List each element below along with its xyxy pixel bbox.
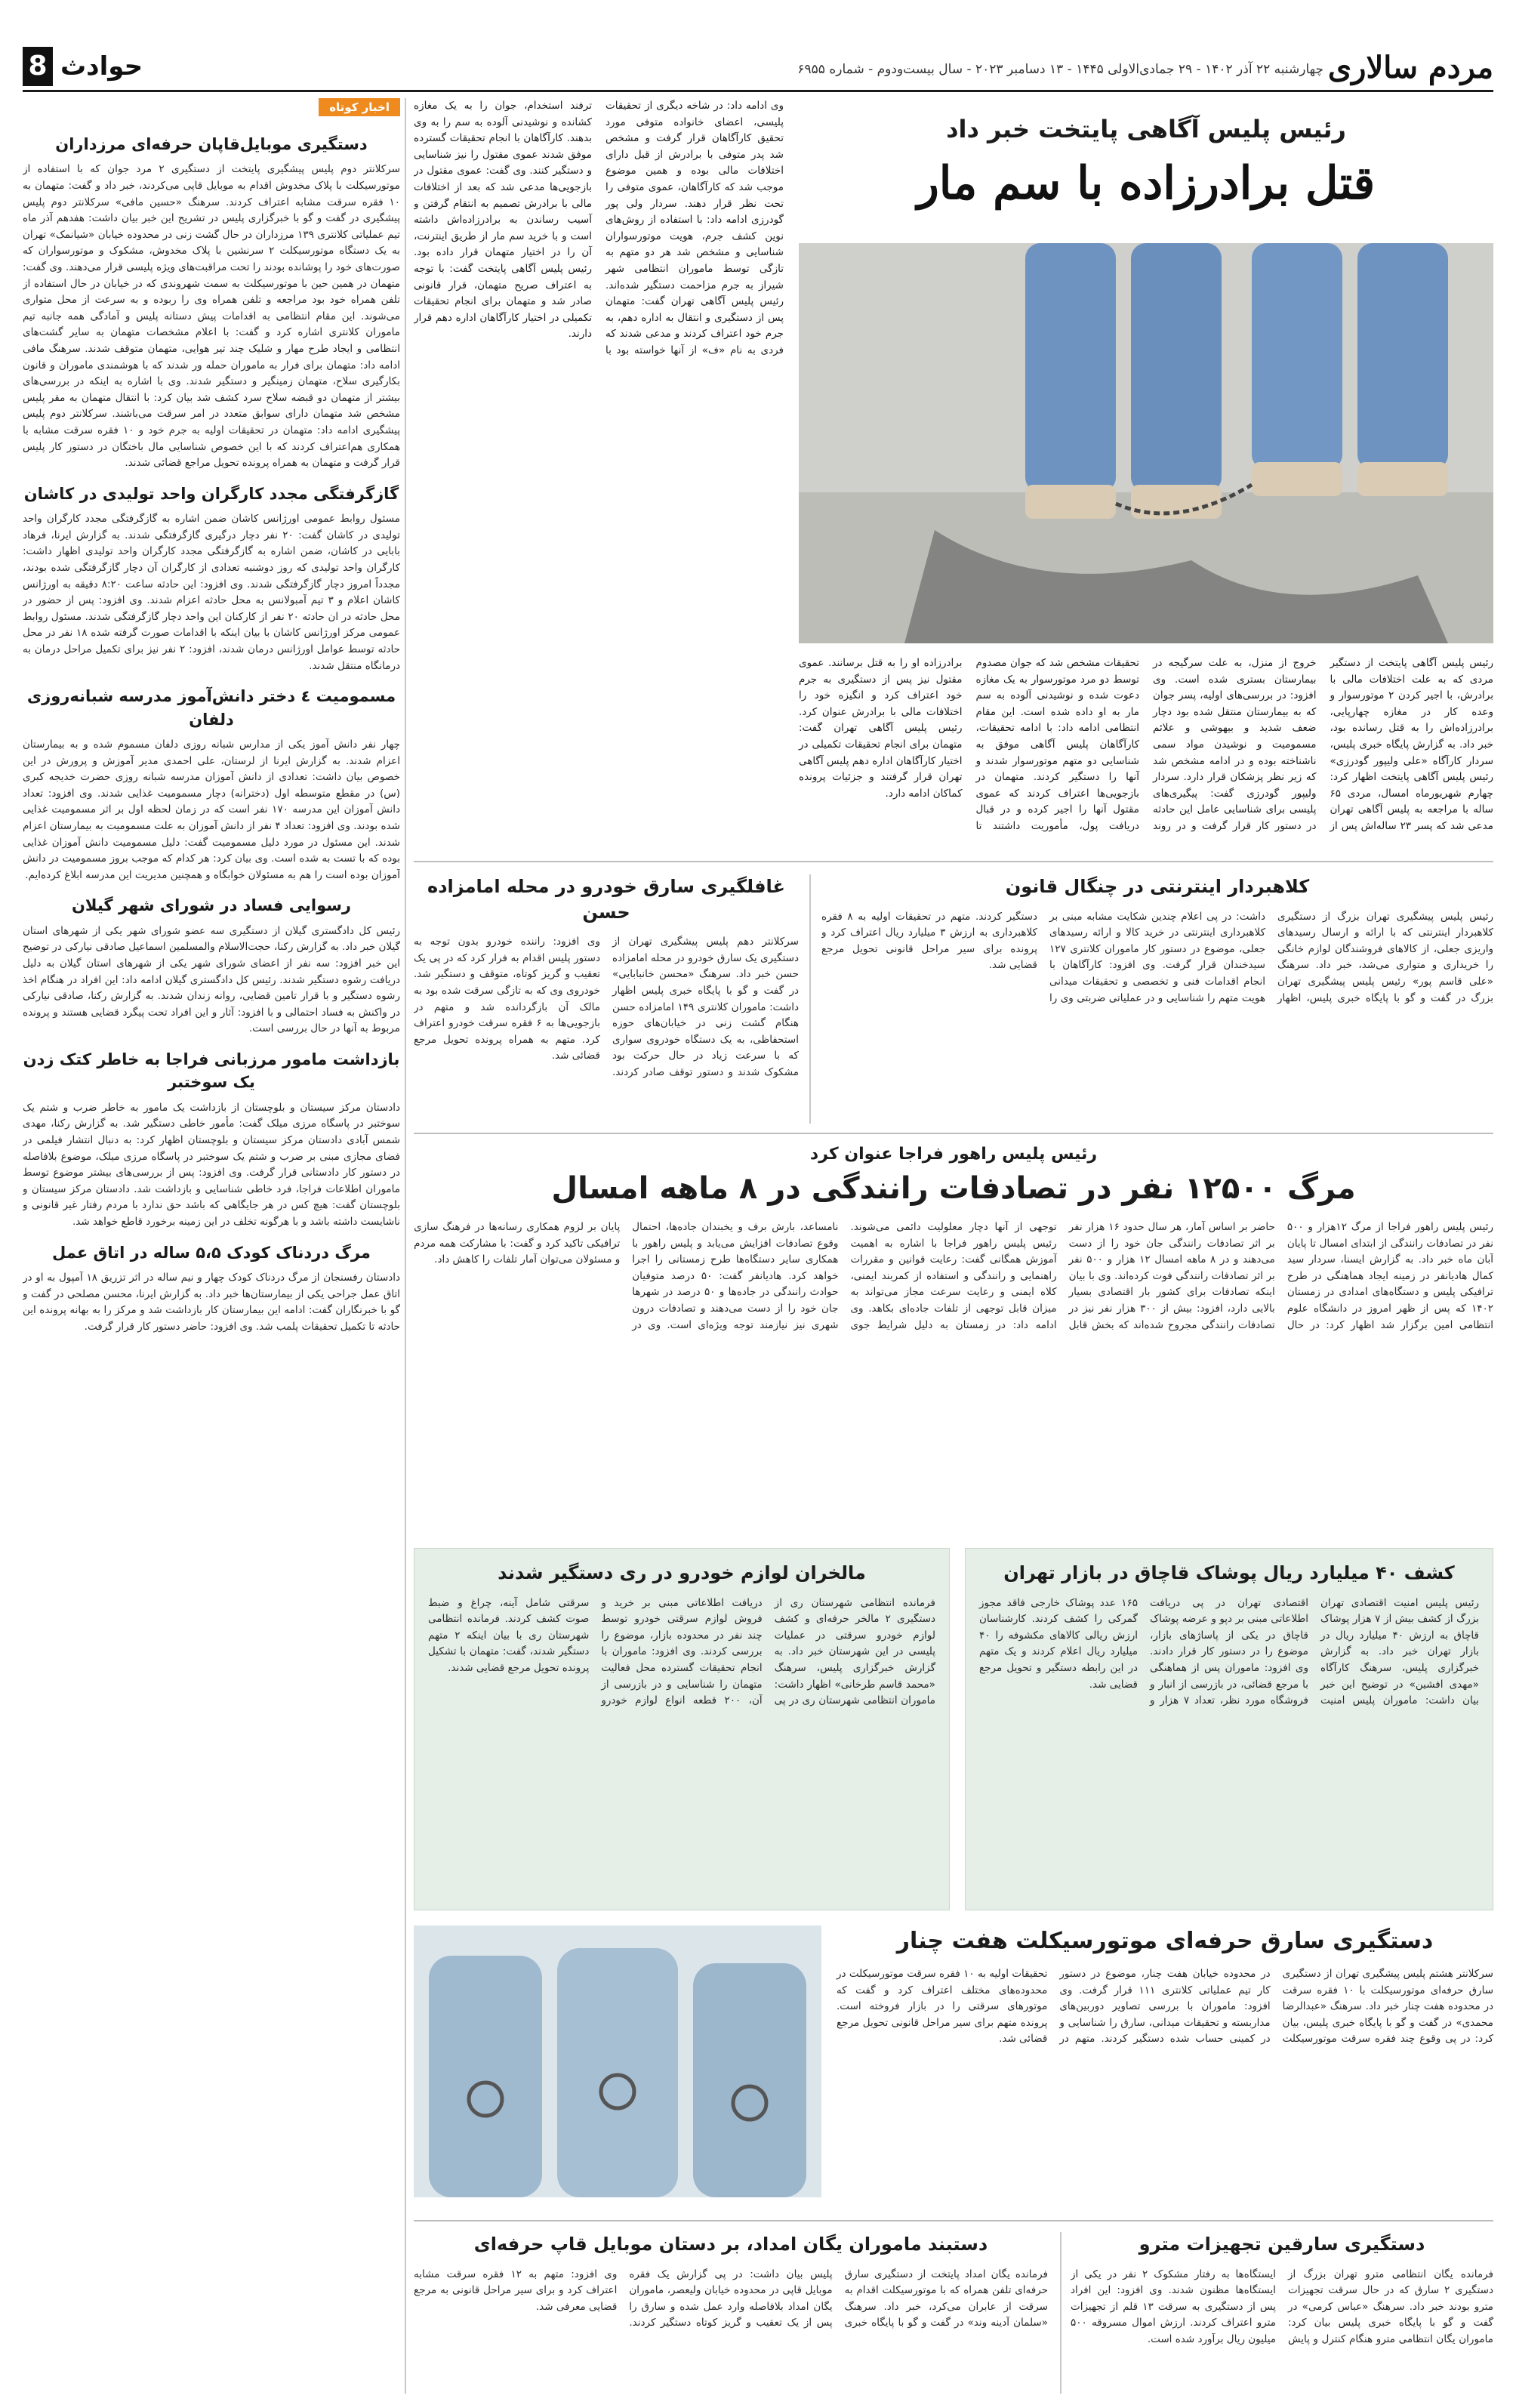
brief-body: سرکلانتر دوم پلیس پیشگیری پایتخت از دستگیری ۲ مرد جوان که با استفاده از موتورسیکلت با پلاک مخدوش اقدام به موبایل قاپی می‌کردند، خبر داد و گفت: متهمان به ۱۰ فقره سرقت مشابه اعتراف کردند. سرهنگ «حسین مافی» سرکلانتر دوم پلیس پیشگیری در گفت و گو با خبرگزاری پلیس در تشریح این خبر بیان داشت: هفدهم آذر ماه تیم عملیاتی کلانتری ۱۳۹ مرزداران در حال گشت زنی در محدوده خیابان «شیانمک» تهران به یک دستگاه موتورسیکلت ۲ سرنشین با پلاک مخدوش، مشکوک و موتورسواران که صورت‌های خود را پوشانده بودند را تحت مراقبت‌های ویژه پلیسی قرار می‌دهند. وی گفت: متهمان در همین حین با موتورسیکلت به سمت شهروندی که در خیابان در حال استفاده از تلفن همراه خود بود مراجعه و تلفن همراه وی را ربوده و به سرعت از محل متواری می‌شوند. این مقام انتظامی به اقدامات پیش دستانه پلیس و آمادگی همه جانبه تیم ماموران کلانتری اشاره کرد و گفت: با اعلام مشخصات متهمان به سایر گشت‌های انتظامی و ایجاد طرح مهار و شلیک چند تیر هوایی، متهمان متوقف شدند. سرهنگ مافی ادامه داد: متهمان برای فرار به ماموران حمله ور شدند که با هوشمندی ماموران و قانون بکارگیری سلاح، متهمان زمینگیر و دستگیر شدند. وی با اشاره به اینکه در بررسی‌های بیشتر از متهمان دو قبضه سلاح سرد کشف شد بیان کرد: با انتقال متهمان به مقر پلیس مشخص شد متهمان دارای سوابق متعدد در امر سرقت می‌باشند. سرکلانتر دوم پلیس پیشگیری ادامه داد: متهمان در تحقیقات اولیه به جرم خود و ۱۰ فقره سرقت مشابه با همکاری هم‌اعتراف کردند که با این خصوص شناسایی مال باختگان در دستور کار پلیس قرار گرفت و متهمان به همراه پرونده تحویل مراجع قضائی شدند.	[23, 163, 400, 470]
section-divider	[414, 861, 1493, 862]
brief-body: دادستان رفسنجان از مرگ دردناک کودک چهار و نیم ساله در اثر تزریق ۱۸ آمپول به او در اتاق عمل جراحی یکی از بیمارستان‌ها خبر داد. به گزارش ایرنا، محسن مصلحی در گفت و گو با خبرنگاران گفت: ادامه این بیمارستان کار بازداشت شد و مرکز را به بهانه پرونده این حادثه تا تکمیل تحقیقات پلمب شد. وی افزود: حاضر دستور کار قرار گرفت.	[23, 1271, 400, 1333]
news-briefs-sidebar	[23, 98, 400, 2394]
sidebar-tag: اخبار کوتاه	[319, 98, 400, 116]
brief-body: چهار نفر دانش آموز یکی از مدارس شبانه روزی دلفان مسموم شده و به بیمارستان اعزام شدند. به گزارش ایرنا از لرستان، علی احمدی مدیر آموزش و پرورش در این خصوص بیان داشت: تعدادی از دانش آموزان مدرسه شبانه روزی حضرت خدیجه کبری (س) در مقطع متوسطه اول (دخترانه) دچار مسمومیت غذایی شدند. وی افزود: تعداد دانش آموزان این مدرسه ۱۷۰ نفر است که در زمان لحظه اول بر اثر مسمومیت غذایی شده بودند. وی افزود: تعداد ۴ نفر از دانش آموزان به علت مسمومیت به بیمارستان اعزام شدند. این مسئول در مورد دلیل مسمومیت گفت: دلیل مسمومیت دانش آموزان غذایی بوده که با تست به شده است. وی بیان کرد: هر کدام که موجب بروز مسمومیت در دانش آموزان بوده است را هم به مسئولان خوابگاه و همچنین مدیریت این مدرسه ابلاغ کرده‌ایم.	[23, 738, 400, 881]
brief-title: رسوایی فساد در شورای شهر گیلان	[71, 896, 352, 915]
story-metro-thieves	[1071, 2232, 1493, 2394]
story-phone-snatcher	[414, 2232, 1048, 2394]
story-headline: دستبند ماموران یگان امداد، بر دستان موبایل قاپ حرفه‌ای	[473, 2234, 988, 2255]
story-headline: مرگ ۱۲۵۰۰ نفر در تصادفات رانندگی در ۸ ماهه امسال	[551, 1171, 1356, 1206]
story-body: سرکلانتر هشتم پلیس پیشگیری تهران از دستگیری سارق حرفه‌ای موتورسیکلت با ۱۰ فقره سرقت در محدوده هفت چنار خبر داد. سرهنگ «عبدالرضا محمدی» در گفت و گو با پایگاه خبری پلیس، بیان کرد: در پی وقوع چند فقره سرقت موتورسیکلت در محدوده خیابان هفت چنار، موضوع در دستور کار تیم عملیاتی کلانتری ۱۱۱ قرار گرفت. وی افزود: ماموران با بررسی تصاویر دوربین‌های مداربسته و تحقیقات میدانی، سارق را شناسایی و در کمینی حساب شده دستگیر کردند. متهم در تحقیقات اولیه به ۱۰ فقره سرقت موتورسیکلت در محدوده‌های مختلف اعتراف کرد و گفت که موتورهای سرقتی را در بازار فروخته است. پرونده متهم برای سیر مراحل قانونی تحویل مرجع قضائی شد.	[837, 1968, 1493, 2046]
brief-body: دادستان مرکز سیستان و بلوچستان از بازداشت یک مامور به خاطر ضرب و شتم یک سوختبر در پاسگاه مرزی میلک گفت: مأمور خاطی دستگیر شد. به گزارش رکنا، مهدی شمس آبادی دادستان مرکز سیستان و بلوچستان اظهار کرد: به دنبال انتشار فیلمی در فضای مجازی مبنی بر ضرب و شتم یک سوختبر در پاسگاه مرزی میلک، موضوع بلافاصله در دستور کار دادستانی قرار گرفت. وی افزود: پس از بررسی‌های بیشتر موضوع توسط ماموران اطلاعات فراجا، فرد خاطی شناسایی و بازداشت شد. دادستان مرکز سیستان و بلوچستان گفت: هیچ کس در هر جایگاهی که باشد حق ندارد با مردم رفتار غیر قانونی و ناشایست داشته باشد و با هرگونه تخلف در این زمینه برخورد قاطع خواهد شد.	[23, 1101, 400, 1228]
page-number: 8	[23, 47, 53, 86]
lead-headline: قتل برادرزاده با سم مار	[917, 157, 1376, 210]
sidebar-divider	[405, 98, 406, 2394]
story-body: رئیس پلیس امنیت اقتصادی تهران بزرگ از کشف بیش از ۷ هزار پوشاک قاچاق به ارزش ۴۰ میلیارد ریال در بازار تهران خبر داد. به گزارش خبرگزاری پلیس، سرهنگ کارآگاه «مهدی افشین» در توضیح این خبر بیان داشت: ماموران پلیس امنیت اقتصادی تهران در پی دریافت اطلاعاتی مبنی بر دپو و عرضه پوشاک قاچاق در یکی از پاساژهای بازار، موضوع را در دستور کار قرار دادند. وی افزود: ماموران پس از هماهنگی با مرجع قضائی، در بازرسی از انبار و فروشگاه مورد نظر، تعداد ۷ هزار و ۱۶۵ عدد پوشاک خارجی فاقد مجوز گمرکی را کشف کردند. کارشناسان ارزش ریالی کالاهای مکشوفه را ۴۰ میلیارد ریال اعلام کردند و یک متهم در این رابطه دستگیر و تحویل مرجع قضایی شد.	[979, 1596, 1479, 1707]
story-headline: مالخران لوازم خودرو در ری دستگیر شدند	[498, 1562, 866, 1583]
story-body: رئیس پلیس راهور فراجا از مرگ ۱۲هزار و ۵۰۰ نفر در تصادفات رانندگی از ابتدای امسال تا پایان آبان ماه خبر داد. به گزارش ایسنا، سردار سید کمال هادیانفر در زمینه ایجاد هماهنگی در طرح ترافیکی پلیس و دستگاه‌های امدادی در زمستان ۱۴۰۲ که پس از ظهر امروز در دانشگاه علوم انتظامی امین برگزار شد اظهار کرد: در حال حاضر بر اساس آمار، هر سال حدود ۱۶ هزار نفر بر اثر تصادفات رانندگی جان خود را از دست می‌دهند و در ۸ ماهه امسال ۱۲ هزار و ۵۰۰ نفر بر اثر تصادفات رانندگی فوت کرده‌اند. وی با بیان اینکه تصادفات برای کشور بار اقتصادی بسیار بالایی دارد، افزود: بیش از ۳۰۰ هزار نفر نیز در تصادفات رانندگی مجروح شده‌اند که بخش قابل توجهی از آنها دچار معلولیت دائمی می‌شوند. رئیس پلیس راهور فراجا با اشاره به اهمیت آموزش همگانی گفت: رعایت قوانین و مقررات راهنمایی و رانندگی و استفاده از کمربند ایمنی، کلاه ایمنی و رعایت سرعت مجاز می‌تواند به میزان قابل توجهی از تلفات جاده‌ای بکاهد. وی ادامه داد: در زمستان به دلیل شرایط جوی نامساعد، بارش برف و یخبندان جاده‌ها، احتمال وقوع تصادفات افزایش می‌یابد و پلیس راهور با همکاری سایر دستگاه‌ها طرح زمستانی را اجرا خواهد کرد. هادیانفر گفت: ۵۰ درصد متوفیان حوادث رانندگی در جاده‌ها و ۵۰ درصد در شهرها جان خود را از دست می‌دهند و تصادفات درون شهری نیز نیازمند توجه ویژه‌ای است. وی در پایان بر لزوم همکاری رسانه‌ها در فرهنگ سازی ترافیکی تاکید کرد و گفت: با مشارکت همه مردم و مسئولان می‌توان آمار تلفات را کاهش داد.	[414, 1221, 1493, 1331]
story-kicker: رئیس پلیس راهور فراجا عنوان کرد	[809, 1145, 1098, 1164]
story-headline: کلاهبردار اینترنتی در چنگال قانون	[1005, 876, 1310, 897]
lead-continuation: وی ادامه داد: در شاخه دیگری از تحقیقات پلیسی، اعضای خانواده متوفی مورد تحقیق کارآگاهان قرار گرفت و مشخص شد پدر متوفی با برادرش از قبل دارای اختلافات مالی بوده و همین موضوع موجب شد که کارآگاهان، عموی متوفی را تحت نظر قرار دهند. سردار ولی پور گودرزی ادامه داد: با استفاده از روش‌های نوین کشف جرم، هویت موتورسواران شناسایی و مشخص شد هر دو متهم به تازگی توسط ماموران انتظامی شهر شیراز به جرم مزاحمت دستگیر شده‌اند. رئیس پلیس آگاهی تهران گفت: متهمان پس از دستگیری و انتقال به اداره دهم، به جرم خود اعتراف کردند و مدعی شدند که فردی به نام «ف» از آنها خواسته بود با ترفند استخدام، جوان را به یک مغازه کشانده و نوشیدنی آلوده به سم را به وی بدهند. کارآگاهان با انجام تحقیقات گسترده موفق شدند عموی مقتول را نیز شناسایی و دستگیر کنند. وی گفت: عموی مقتول در بازجویی‌ها مدعی شد که بعد از اختلافات مالی با برادرش تصمیم به انتقام گرفتن و آسیب رساندن به برادرزاده‌اش داشته است و با خرید سم مار از طریق اینترنت، آن را در اختیار متهمان قرار داده بود. رئیس پلیس آگاهی پایتخت گفت: با توجه به اعتراف صریح متهمان، قرار قانونی صادر شد و متهمان برای انجام تحقیقات تکمیلی در اختیار کارآگاهان اداره دهم قرار دارند.	[414, 100, 784, 356]
section-label: حوادث	[60, 51, 143, 82]
brief-body: مسئول روابط عمومی اورژانس کاشان ضمن اشاره به گازگرفتگی مجدد کارگران واحد تولیدی در کاشان گفت: ۲۰ نفر دچار درگیری گازگرفتگی شدند. به گزارش ایرنا، فرهاد بابایی در کاشان، ضمن اشاره به گازگرفتگی مجدد کارگران واحد تولیدی اظهار داشت: کارگران واحد تولیدی که روز دوشنبه تعدادی از کارگران آن دچار گازگرفتگی شده بودند، مجدداً امروز دچار گازگرفتگی شدند. وی افزود: این حادثه ساعت ۸:۲۰ دقیقه به اورژانس کاشان اعلام و ۳ تیم آمبولانس به محل حادثه اعزام شدند. وی افزود: پس از حضور در محل حادثه در ان حادثه ۲۰ نفر از کارکنان این واحد دچار گازگرفتگی شدند. مسئول روابط عمومی مرکز اورژانس کاشان با بیان اینکه با اقدامات صورت گرفته شده ۱۸ نفر در محل حادثه توسط عوامل اورژانس درمان شدند، افزود: ۲ نفر نیز برای تکمیل مراحل درمان به درمانگاه منتقل شدند.	[23, 513, 400, 672]
brief-item	[23, 133, 400, 472]
lead-kicker: رئیس پلیس آگاهی پایتخت خبر داد	[946, 115, 1346, 143]
story-headline: دستگیری سارقین تجهیزات مترو	[1139, 2234, 1425, 2255]
story-body: فرمانده یگان امداد پایتخت از دستگیری سارق حرفه‌ای تلفن همراه که با موتورسیکلت اقدام به سرقت از عابران می‌کرد، خبر داد. سرهنگ «سلمان آدینه وند» در گفت و گو با پایگاه خبری پلیس بیان داشت: در پی گزارش یک فقره موبایل قاپی در محدوده خیابان ولیعصر، ماموران یگان امداد بلافاصله وارد عمل شده و سارق را پس از یک تعقیب و گریز کوتاه دستگیر کردند. وی افزود: متهم به ۱۲ فقره سرقت مشابه اعتراف کرد و برای سیر مراحل قانونی به مرجع قضایی معرفی شد.	[414, 2268, 1048, 2329]
brief-title: مرگ دردناک کودک ۵،۵ ساله در اتاق عمل	[52, 1243, 371, 1262]
story-road-accidents	[414, 1145, 1493, 1537]
newspaper-brand: مردم سالاری	[1327, 50, 1493, 85]
story-body: فرمانده انتظامی شهرستان ری از دستگیری ۲ مالخر حرفه‌ای و کشف لوازم خودرو سرقتی در عملیات پلیسی در این شهرستان خبر داد. به گزارش خبرگزاری پلیس، سرهنگ «محمد قاسم طرخانی» اظهار داشت: ماموران انتظامی شهرستان ری در پی دریافت اطلاعاتی مبنی بر خرید و فروش لوازم سرقتی خودرو توسط چند نفر در محدوده بازار، موضوع را بررسی کردند. وی افزود: ماموران با انجام تحقیقات گسترده محل فعالیت متهمان را شناسایی و در بازرسی از آن، ۲۰۰ قطعه انواع لوازم خودرو سرقتی شامل آینه، چراغ و ضبط صوت کشف کردند. فرمانده انتظامی شهرستان ری با بیان اینکه ۲ متهم دستگیر شدند، گفت: متهمان با تشکیل پرونده تحویل مرجع قضایی شدند.	[428, 1596, 935, 1707]
brief-item	[23, 894, 400, 1038]
main-content	[414, 98, 1493, 2394]
lead-photo	[799, 243, 1493, 643]
story-headline: کشف ۴۰ میلیارد ریال پوشاک قاچاق در بازار تهران	[1003, 1562, 1455, 1583]
section-divider	[414, 1133, 1493, 1134]
motorcycle-story-photo	[414, 1925, 821, 2197]
brief-title: بازداشت مامور مرزبانی فراجا به خاطر کتک زدن یک سوختبر	[23, 1050, 400, 1092]
lead-photo-illustration	[799, 243, 1493, 643]
story-car-parts-fence	[414, 1548, 950, 1910]
column-divider	[1060, 2232, 1062, 2394]
story-headline: دستگیری سارق حرفه‌ای موتورسیکلت هفت چنار	[896, 1928, 1434, 1954]
story-smuggled-clothing	[965, 1548, 1493, 1910]
brief-item	[23, 685, 400, 883]
story-body: رئیس پلیس پیشگیری تهران بزرگ از دستگیری کلاهبردار اینترنتی که با ارائه و ارسال رسیدهای واریزی جعلی، از کالاهای فروشندگان لوازم خانگی را خریداری و متواری می‌شد، خبر داد. سرهنگ «علی قاسم پور» رئیس پلیس پیشگیری تهران بزرگ در گفت و گو با پایگاه خبری پلیس، اظهار داشت: در پی اعلام چندین شکایت مشابه مبنی بر کلاهبرداری اینترنتی در خرید کالا و ارائه رسیدهای جعلی، موضوع در دستور کار ماموران کلانتری ۱۲۷ سیدخندان قرار گرفت. وی افزود: کارآگاهان با انجام اقدامات فنی و تخصصی و تحقیقات میدانی هویت متهم را شناسایی و در عملیاتی ضربتی وی را دستگیر کردند. متهم در تحقیقات اولیه به ۸ فقره کلاهبرداری به ارزش ۳ میلیارد ریال اعتراف کرد و پرونده برای سیر مراحل قانونی تحویل مرجع قضایی شد.	[821, 910, 1493, 1004]
story-body: فرمانده یگان انتظامی مترو تهران بزرگ از دستگیری ۲ سارق که در حال سرقت تجهیزات مترو بودند خبر داد. سرهنگ «عباس کرمی» در گفت و گو با پایگاه خبری پلیس بیان کرد: ماموران یگان انتظامی مترو هنگام کنترل و پایش ایستگاه‌ها به رفتار مشکوک ۲ نفر در یکی از ایستگاه‌ها مظنون شدند. وی افزود: این افراد پس از دستگیری به سرقت ۱۳ قلم از تجهیزات مترو اعتراف کردند. ارزش اموال مسروقه ۵۰۰ میلیون ریال برآورد شده است.	[1071, 2268, 1493, 2345]
brief-title: گازگرفتگی مجدد کارگران واحد تولیدی در کاشان	[23, 484, 399, 503]
brief-title: دستگیری موبایل‌قاپان حرفه‌ای مرزداران	[55, 135, 368, 153]
section-divider	[414, 2220, 1493, 2221]
story-internet-fraud	[821, 874, 1493, 1124]
brief-item	[23, 483, 400, 674]
story-body: سرکلانتر دهم پلیس پیشگیری تهران از دستگیری یک سارق خودرو در محله امامزاده حسن خبر داد. سرهنگ «محسن خانبابایی» در گفت و گو با پایگاه خبری پلیس اظهار داشت: ماموران کلانتری ۱۴۹ امامزاده حسن هنگام گشت زنی در خیابان‌های حوزه استحفاظی، به یک دستگاه خودروی سواری که با سرعت زیاد در حال حرکت بود مشکوک شدند و دستور توقف صادر کردند. وی افزود: راننده خودرو بدون توجه به دستور پلیس اقدام به فرار کرد که در پی یک تعقیب و گریز کوتاه، متوقف و دستگیر شد. خودروی وی که به تازگی سرقت شده بود به مالک آن بازگردانده شد و متهم در بازجویی‌ها به ۶ فقره سرقت خودرو اعتراف کرد. متهم به همراه پرونده تحویل مرجع قضائی شد.	[414, 936, 799, 1078]
issue-dateline: چهارشنبه ۲۲ آذر ۱۴۰۲ - ۲۹ جمادی‌الاولی ۱۴۴۵ - ۱۳ دسامبر ۲۰۲۳ - سال بیست‌ودوم - شماره ۶۹۵۵	[797, 62, 1323, 77]
column-divider	[809, 874, 811, 1124]
brief-title: مسمومیت ٤ دختر دانش‌آموز مدرسه شبانه‌روزی دلفان	[26, 687, 396, 729]
cuffed-suspects-illustration	[414, 1925, 821, 2197]
story-headline: غافلگیری سارق خودرو در محله امامزاده حسن	[427, 876, 785, 923]
lead-body: رئیس پلیس آگاهی پایتخت از دستگیر مردی که به علت اختلافات مالی با برادرش، با اجیر کردن ۲ موتورسوار و وعده کار در مغازه چهارپایی، برادرزاده‌اش را به قتل رسانده بود، خبر داد. به گزارش پایگاه خبری پلیس، سردار کارآگاه «علی ولیپور گودرزی» رئیس پلیس آگاهی پایتخت اظهار کرد: چهارم شهریورماه امسال، مردی ۶۵ ساله با مراجعه به پلیس آگاهی تهران مدعی شد که پسر ۲۳ ساله‌اش پس از خروج از منزل، به علت سرگیجه در بیمارستان بستری شده است. وی افزود: در بررسی‌های اولیه، پسر جوان که به بیمارستان منتقل شده بود دچار ضعف شدید و بیهوشی و علائم مسمومیت و نوشیدن مواد سمی ناشناخته بوده و در ادامه مشخص شد که زیر نظر پزشکان قرار دارد. سردار ولیپور گودرزی گفت: پیگیری‌های پلیسی برای شناسایی عامل این حادثه در دستور کار قرار گرفت و در روند تحقیقات مشخص شد که جوان مصدوم توسط دو مرد موتورسوار به یک مغازه دعوت شده و نوشیدنی آلوده به سم مار به او داده شده است. این مقام انتظامی ادامه داد: با ادامه تحقیقات، کارآگاهان پلیس آگاهی موفق به شناسایی دو متهم موتورسوار شدند و آنها را دستگیر کردند. متهمان در بازجویی‌ها اعتراف کردند که عموی مقتول آنها را اجیر کرده و در قبال دریافت پول، مأموریت داشتند تا برادرزاده او را به قتل برسانند. عموی مقتول نیز پس از دستگیری به جرم خود اعتراف کرد و انگیزه خود را اختلافات مالی با برادرش عنوان کرد. رئیس پلیس آگاهی تهران گفت: متهمان برای انجام تحقیقات تکمیلی در اختیار کارآگاهان اداره دهم پلیس آگاهی تهران قرار گرفتند و جزئیات پرونده کماکان ادامه دارد.	[799, 657, 1493, 832]
lead-story	[414, 98, 1493, 853]
story-car-thief	[414, 874, 799, 1124]
brief-item	[23, 1048, 400, 1231]
brief-item	[23, 1241, 400, 1336]
page-masthead	[23, 47, 1493, 92]
brief-body: رئیس کل دادگستری گیلان از دستگیری سه عضو شورای شهر یکی از شهرهای استان گیلان خبر داد. به گزارش رکنا، حجت‌الاسلام والمسلمین اسماعیل صادقی نیارکی در توضیح این خبر افزود: سه نفر از اعضای شورای شهر یکی از شهرهای استان گیلان به دلیل دریافت رشوه دستگیر شدند. رئیس کل دادگستری گیلان ادامه داد: این افراد در هنگام اخذ رشوه دستگیر و با قرار تامین قضایی، روانه زندان شدند. به گزارش رکنا، صادقی نیارکی در واکنش به فساد احتمالی و با افزود: آثار و این افراد تحت پیگرد قضایی هستند و پرونده مربوط به آنها در حال بررسی است.	[23, 924, 400, 1035]
